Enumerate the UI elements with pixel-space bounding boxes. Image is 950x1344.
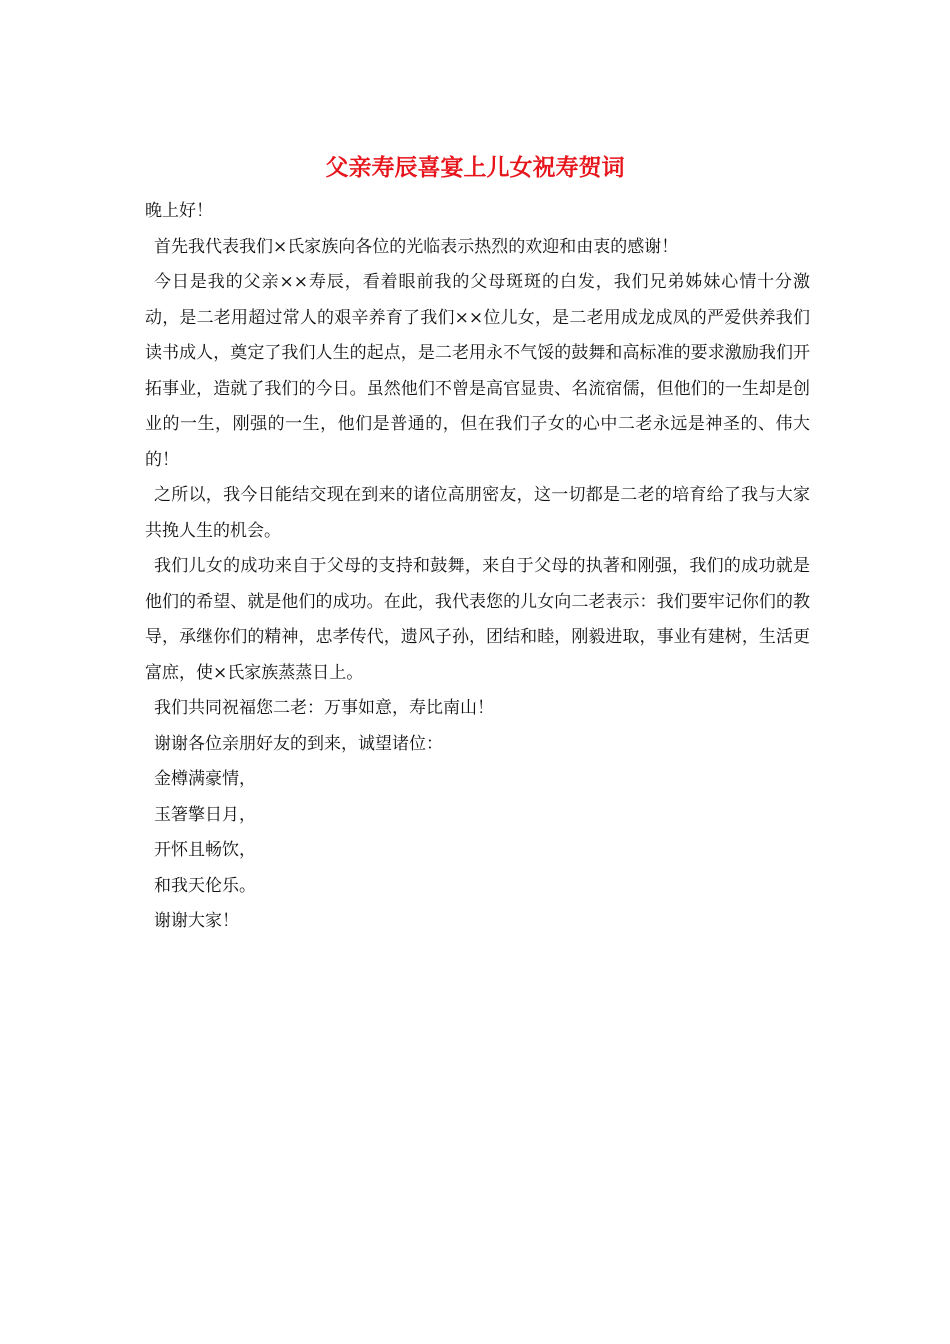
poem-line-4: 和我天伦乐。 [154, 875, 256, 896]
document-body [145, 194, 810, 940]
welcome-paragraph: 首先我代表我们×氏家族向各位的光临表示热烈的欢迎和由衷的感谢！ [154, 236, 679, 257]
birthday-paragraph: 今日是我的父亲××寿辰，看着眼前我的父母斑斑的白发，我们兄弟姊妹心情十分激动，是二老用超过常人的艰辛养育了我们××位儿女，是二老用成龙成凤的严爱供养我们读书成人，奠定了我们人生的起点，是二老用永不气馁的鼓舞和高标准的要求激励我们开拓事业，造就了我们的今日。虽然他们不曾是高官显贵、名流宿儒，但他们的一生却是创业的一生，刚强的一生，他们是普通的，但在我们子女的心中二老永远是神圣的、伟大的！ [145, 272, 810, 470]
thanks-guests-paragraph: 谢谢各位亲朋好友的到来，诚望诸位： [154, 733, 443, 754]
blessing-paragraph: 我们共同祝福您二老：万事如意，寿比南山！ [154, 698, 494, 718]
closing-paragraph: 谢谢大家！ [154, 911, 239, 931]
greeting-paragraph: 晚上好！ [145, 201, 213, 221]
poem-line-2: 玉箸擎日月， [154, 804, 256, 825]
document-title: 父亲寿辰喜宴上儿女祝寿贺词 [325, 154, 625, 181]
poem-line-1: 金樽满豪情， [154, 769, 256, 789]
friends-paragraph: 之所以，我今日能结交现在到来的诸位高朋密友，这一切都是二老的培育给了我与大家共挽人生的机会。 [145, 485, 810, 541]
success-paragraph: 我们儿女的成功来自于父母的支持和鼓舞，来自于父母的执著和刚强，我们的成功就是他们的希望、就是他们的成功。在此，我代表您的儿女向二老表示：我们要牢记你们的教导，承继你们的精神，忠孝传代，遗风子孙，团结和睦，刚毅进取，事业有建树，生活更富庶，使×氏家族蒸蒸日上。 [145, 556, 810, 683]
poem-line-3: 开怀且畅饮， [154, 840, 256, 860]
